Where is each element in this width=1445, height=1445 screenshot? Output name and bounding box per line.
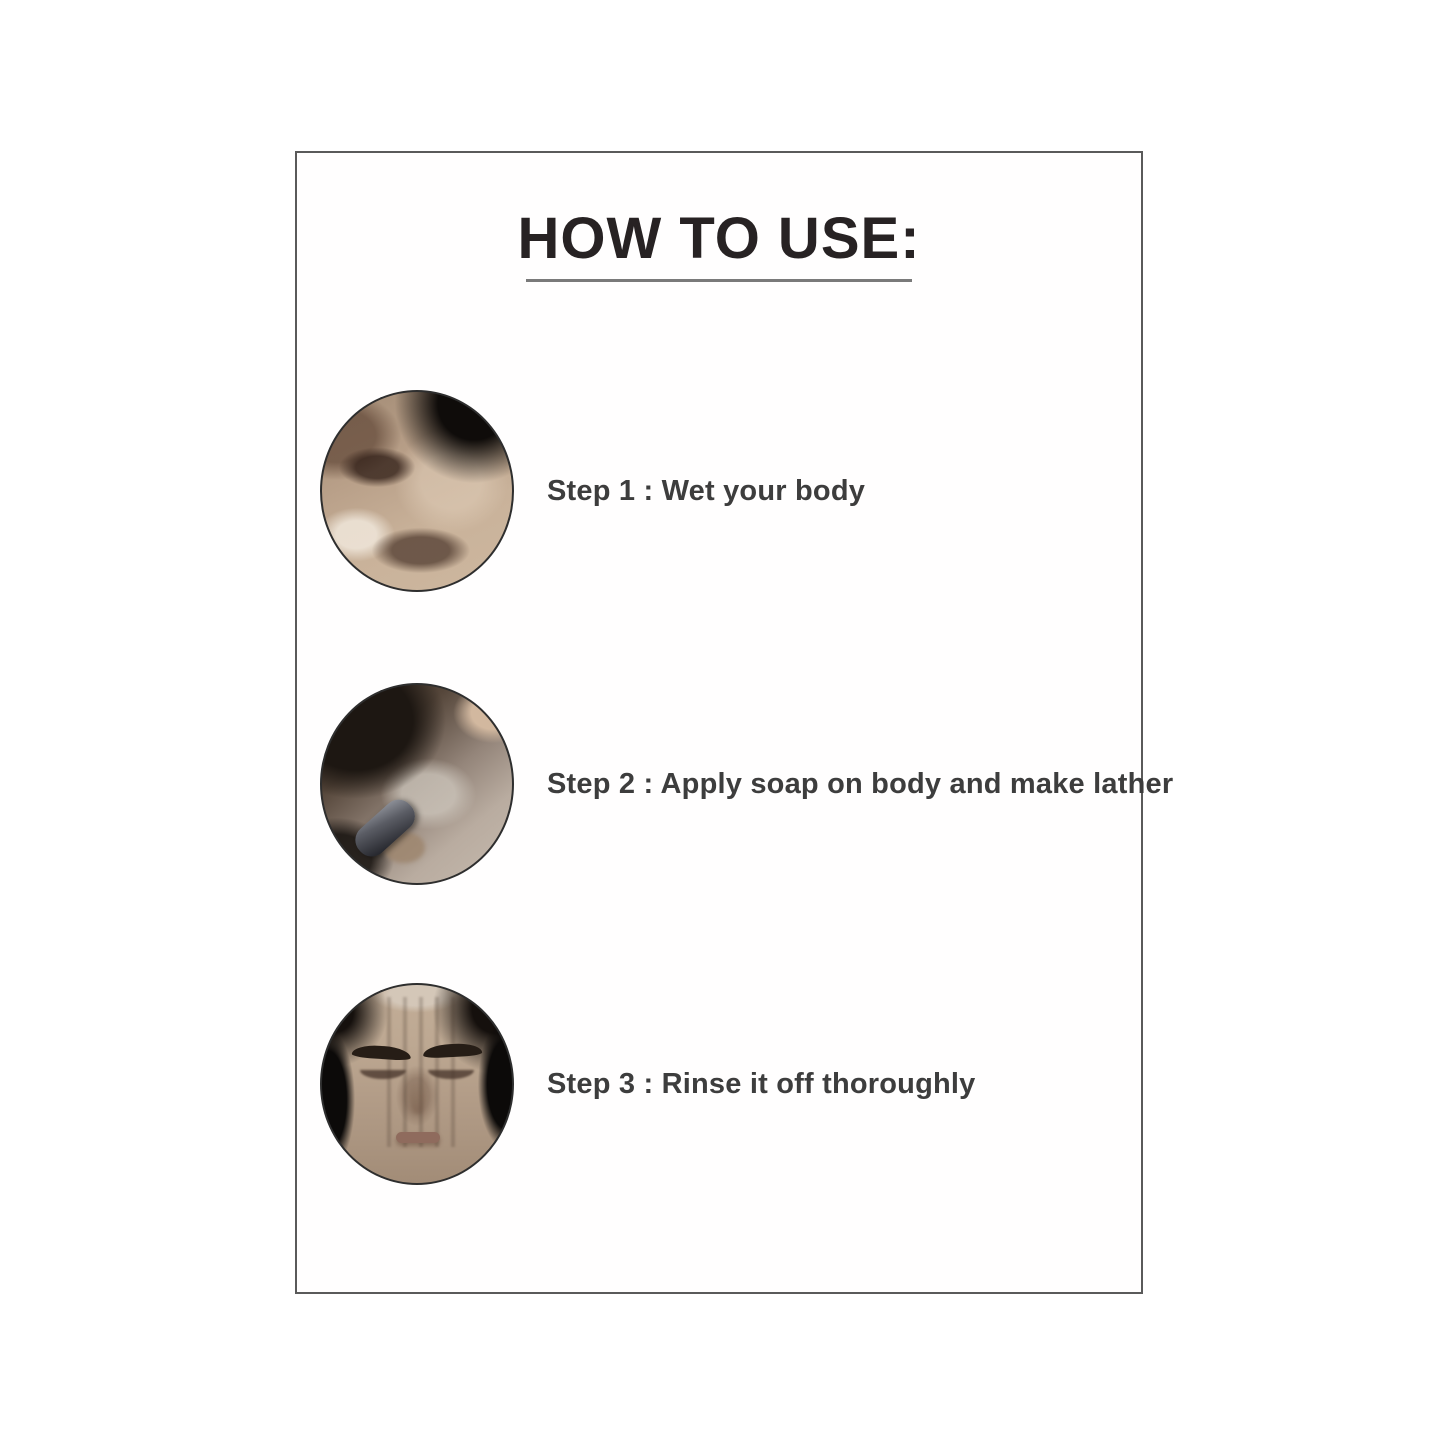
rinse-face-photo	[320, 983, 514, 1185]
step-row-3	[320, 983, 976, 1185]
page-title: HOW TO USE:	[517, 206, 921, 271]
step-3-label: Step 3 : Rinse it off thoroughly	[547, 1067, 976, 1100]
step-2-label: Step 2 : Apply soap on body and make lather	[547, 767, 1174, 800]
step-row-1	[320, 390, 865, 592]
wet-body-photo	[320, 390, 514, 592]
step-1-label: Step 1 : Wet your body	[547, 474, 866, 507]
title-underline	[526, 279, 912, 282]
lips-shape	[396, 1132, 440, 1143]
apply-soap-photo	[320, 683, 514, 885]
how-to-use-card	[295, 151, 1174, 1294]
step-row-2	[320, 683, 1173, 885]
